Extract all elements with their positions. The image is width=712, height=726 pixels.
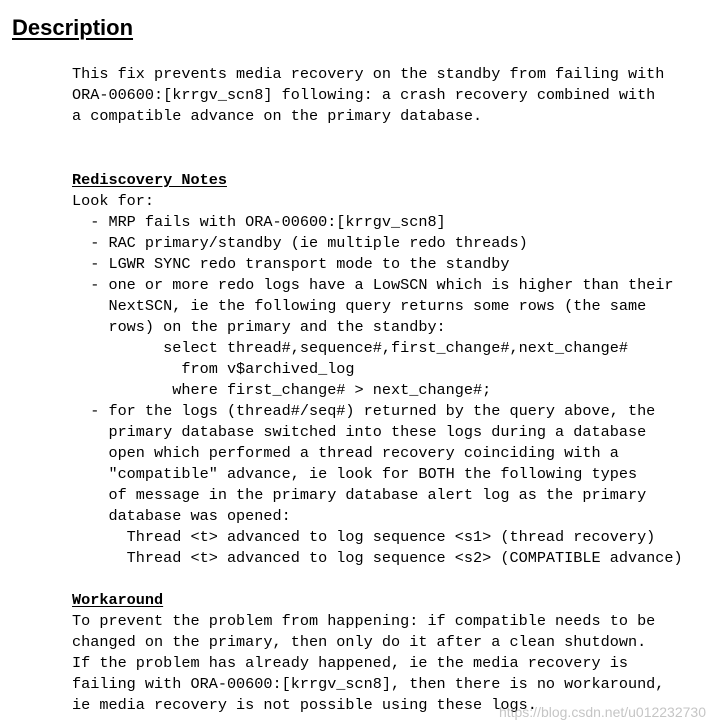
rediscovery-line: rows) on the primary and the standby: [72, 318, 446, 336]
rediscovery-title: Rediscovery Notes [72, 171, 227, 189]
rediscovery-line: - RAC primary/standby (ie multiple redo threads) [72, 234, 528, 252]
rediscovery-line: database was opened: [72, 507, 291, 525]
workaround-line: If the problem has already happened, ie the media recovery is [72, 654, 628, 672]
rediscovery-line: "compatible" advance, ie look for BOTH the following types [72, 465, 638, 483]
intro-line: ORA-00600:[krrgv_scn8] following: a crash recovery combined with [72, 86, 656, 104]
rediscovery-line: - for the logs (thread#/seq#) returned by the query above, the [72, 402, 656, 420]
intro-paragraph [72, 64, 664, 127]
sql-line: where first_change# > next_change#; [72, 381, 492, 399]
rediscovery-line: - LGWR SYNC redo transport mode to the standby [72, 255, 510, 273]
rediscovery-line: of message in the primary database alert log as the primary [72, 486, 647, 504]
rediscovery-line: Look for: [72, 192, 155, 210]
rediscovery-line: - one or more redo logs have a LowSCN which is higher than their [72, 276, 674, 294]
alert-log-line: Thread <t> advanced to log sequence <s1> (thread recovery) [72, 528, 656, 546]
rediscovery-section [72, 170, 683, 569]
workaround-line: ie media recovery is not possible using these logs. [72, 696, 537, 714]
intro-line: a compatible advance on the primary database. [72, 107, 483, 125]
workaround-section [72, 590, 664, 716]
sql-line: from v$archived_log [72, 360, 355, 378]
page-title: Description [12, 15, 134, 40]
workaround-line: failing with ORA-00600:[krrgv_scn8], then there is no workaround, [72, 675, 665, 693]
workaround-title: Workaround [72, 591, 164, 609]
rediscovery-line: NextSCN, ie the following query returns some rows (the same [72, 297, 647, 315]
workaround-line: changed on the primary, then only do it after a clean shutdown. [72, 633, 647, 651]
alert-log-line: Thread <t> advanced to log sequence <s2> (COMPATIBLE advance) [72, 549, 683, 567]
rediscovery-line: primary database switched into these logs during a database [72, 423, 647, 441]
rediscovery-line: - MRP fails with ORA-00600:[krrgv_scn8] [72, 213, 446, 231]
workaround-line: To prevent the problem from happening: if compatible needs to be [72, 612, 656, 630]
sql-line: select thread#,sequence#,first_change#,next_change# [72, 339, 628, 357]
watermark: https://blog.csdn.net/u012232730 [498, 704, 706, 720]
rediscovery-line: open which performed a thread recovery coinciding with a [72, 444, 619, 462]
intro-line: This fix prevents media recovery on the standby from failing with [72, 65, 665, 83]
